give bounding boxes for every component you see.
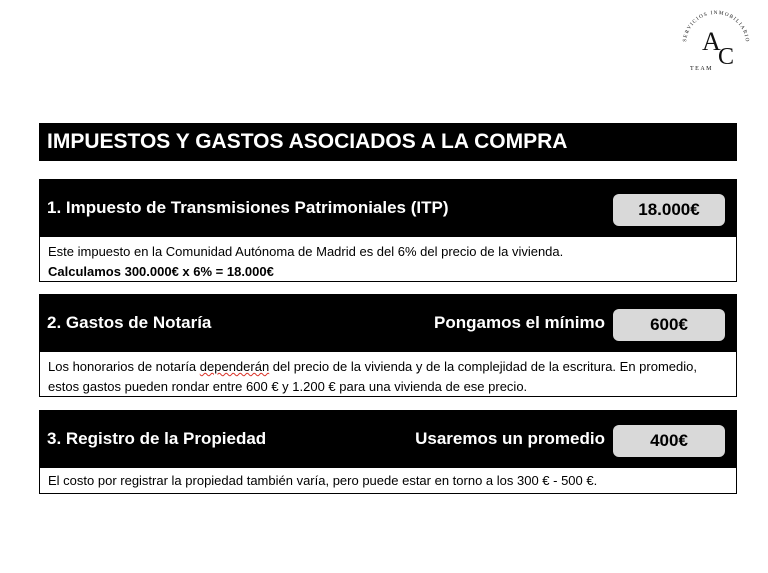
logo-arc-text: SERVICIOS INMOBILIARIO (682, 10, 751, 44)
logo-emblem-icon (676, 10, 756, 76)
page-title: IMPUESTOS Y GASTOS ASOCIADOS A LA COMPRA (39, 123, 737, 161)
registro-header (39, 410, 737, 468)
notaria-text-end: del precio de la vivienda y de la complejidad de la escritura. En promedio, estos gastos pueden rondar entre 600 € y 1.200 € para una vivienda de ese precio. (48, 359, 697, 394)
spellcheck-word: dependerán (199, 359, 270, 374)
registro-note: Usaremos un promedio (415, 429, 605, 448)
notaria-description (39, 352, 737, 397)
registro-price-badge: 400€ (613, 425, 725, 457)
itp-description (39, 237, 737, 282)
notaria-note: Pongamos el mínimo (434, 313, 605, 332)
logo-letter-c: C (718, 44, 735, 70)
notaria-title: 2. Gastos de Notaría (47, 313, 212, 332)
notaria-price-badge: 600€ (613, 309, 725, 341)
itp-section (39, 179, 737, 282)
itp-calculation: Calculamos 300.000€ x 6% = 18.000€ (48, 264, 274, 279)
notaria-text-start: Los honorarios de notaría (48, 359, 200, 374)
registro-description: El costo por registrar la propiedad también varía, pero puede estar en torno a los 300 € - 500 €. (39, 468, 737, 494)
logo-team-text: TEAM (690, 66, 713, 72)
registro-title: 3. Registro de la Propiedad (47, 429, 267, 448)
itp-description-text: Este impuesto en la Comunidad Autónoma de Madrid es del 6% del precio de la vivienda. (48, 244, 564, 259)
brand-logo (676, 10, 756, 76)
notaria-section (39, 294, 737, 397)
itp-title: 1. Impuesto de Transmisiones Patrimoniales (ITP) (47, 198, 449, 217)
logo-letter-a: A (702, 27, 721, 56)
itp-price-badge: 18.000€ (613, 194, 725, 226)
registro-section (39, 410, 737, 494)
itp-header (39, 179, 737, 237)
notaria-header (39, 294, 737, 352)
